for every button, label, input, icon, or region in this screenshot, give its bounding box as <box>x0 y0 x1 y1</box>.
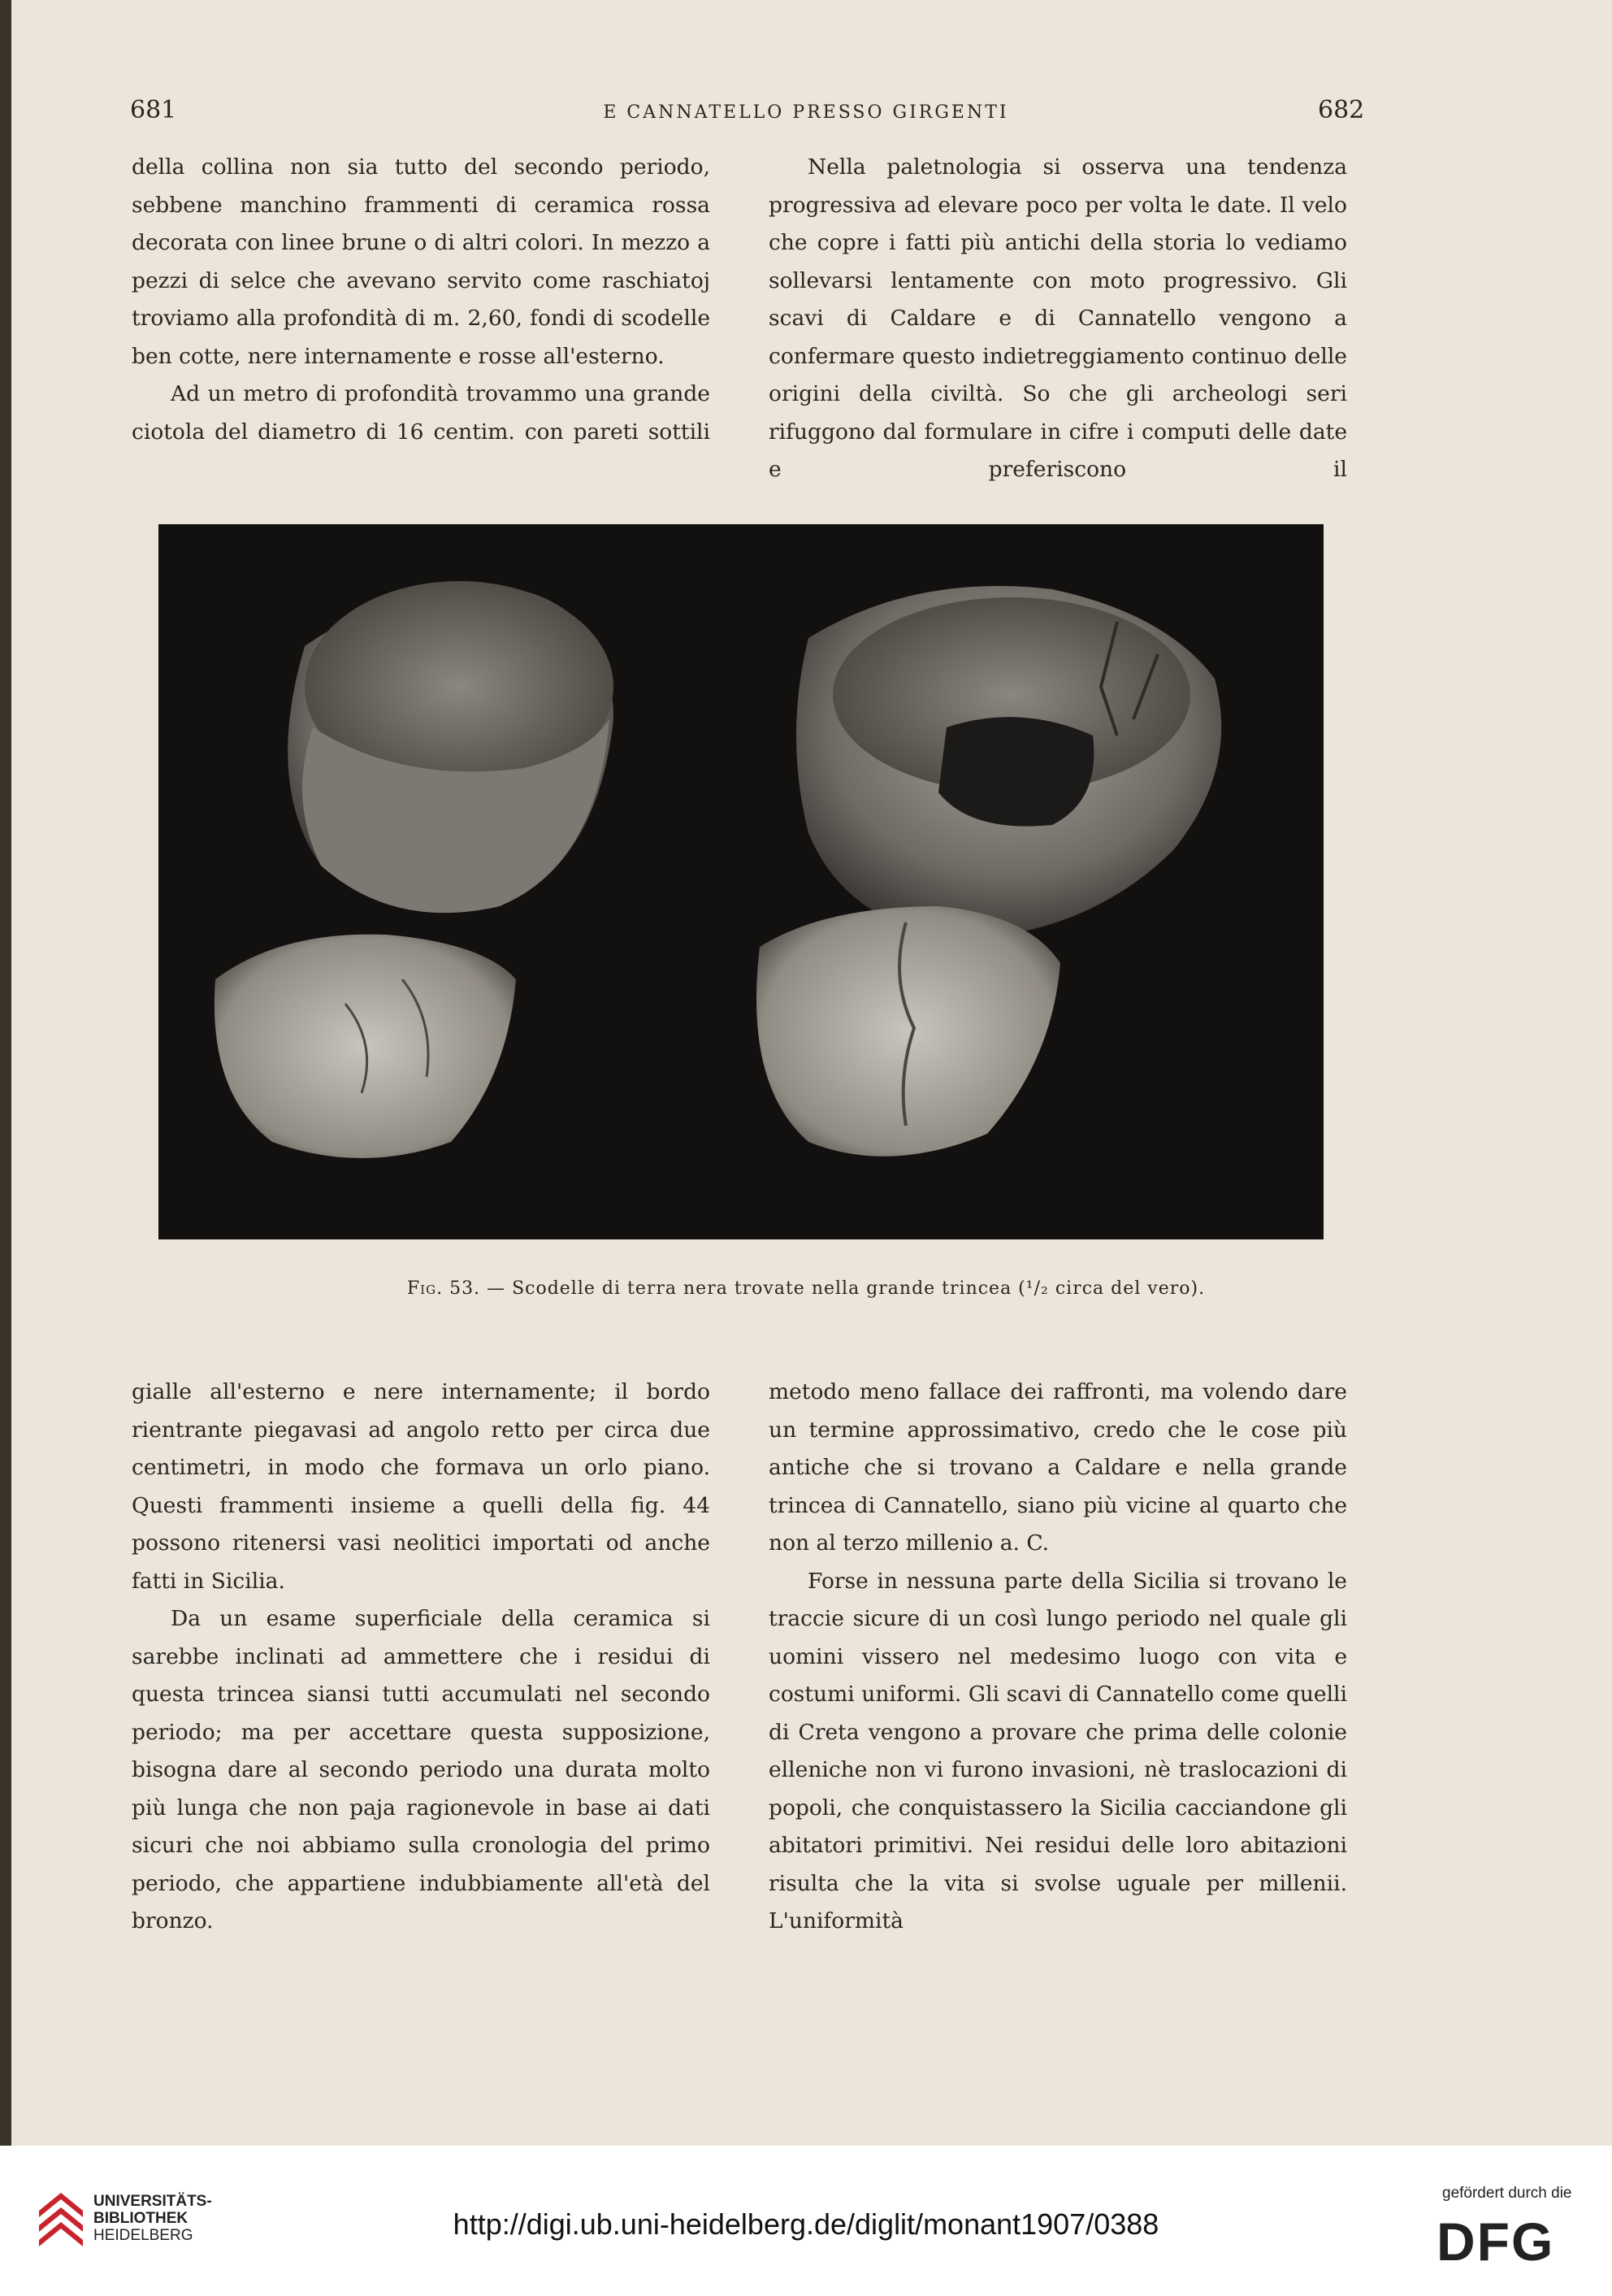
column-top-left <box>132 149 710 451</box>
column-bottom-right <box>769 1374 1347 1941</box>
column-bottom-left <box>132 1374 710 1941</box>
page-edge <box>0 0 11 2146</box>
paragraph: Ad un metro di profondità trovammo una grande ciotola del diametro di 16 centim. con pareti sottili <box>132 381 710 445</box>
library-name-line: BIBLIOTHEK <box>93 2210 188 2227</box>
permalink-url[interactable]: http://digi.ub.uni-heidelberg.de/diglit/monant1907/0388 <box>453 2207 1159 2241</box>
paragraph: della collina non sia tutto del secondo periodo, sebbene manchino frammenti di ceramica rossa decorata con linee brune o di altri colori. In mezzo a pezzi di selce che avevano servito come raschiatoj troviamo alla profondità di m. 2,60, fondi di scodelle ben cotte, nere internamente e rosse all'esterno. <box>132 154 710 369</box>
footer-bar <box>0 2146 1612 2296</box>
paragraph: Da un esame superficiale della ceramica si sarebbe inclinati ad ammettere che i residui di questa trincea siansi tutti accumulati nel secondo periodo; ma per accettare questa supposizione, bisogna dare al secondo periodo una durata molto più lunga che non paja ragionevole in base ai dati sicuri che noi abbiamo sulla cronologia del primo periodo, che appartiene indubbiamente all'età del bronzo. <box>132 1606 710 1934</box>
library-name-line: HEIDELBERG <box>93 2227 193 2244</box>
page-number-right: 682 <box>1318 96 1365 124</box>
caption-text-end: circa del vero). <box>1048 1278 1206 1299</box>
library-name-line: UNIVERSITÄTS- <box>93 2193 212 2210</box>
paragraph: Forse in nessuna parte della Sicilia si trovano le traccie sicure di un così lungo periodo nel quale gli uomini vissero nel medesimo luogo con vita e costumi uniformi. Gli scavi di Cannatello come quelli di Creta vengono a provare che prima delle colonie elleniche non vi furono invasioni, nè traslocazioni di popoli, che conquistassero la Sicilia cacciandone gli abitatori primitivi. Nei residui delle loro abitazioni risulta che la vita si svolse uguale per millenii. L'uniformità <box>769 1568 1347 1934</box>
paragraph: gialle all'esterno e nere internamente; il bordo rientrante piegavasi ad angolo retto per circa due centimetri, in modo che formava un orlo piano. Questi frammenti insieme a quelli della fig. 44 possono ritenersi vasi neolitici importati od anche fatti in Sicilia. <box>132 1379 710 1594</box>
running-header <box>0 96 1612 137</box>
figure-caption <box>0 1278 1612 1299</box>
caption-text: — Scodelle di terra nera trovate nella grande trincea ( <box>480 1278 1026 1299</box>
figure-label: Fig. 53. <box>406 1278 481 1299</box>
page-number-left: 681 <box>130 96 177 124</box>
figure-photo-bowls <box>158 524 1324 1239</box>
running-title: E CANNATELLO PRESSO GIRGENTI <box>603 102 1009 123</box>
caption-fraction: ¹/₂ <box>1025 1278 1049 1299</box>
dfg-logo: DFG <box>1436 2211 1555 2272</box>
funding-note: gefördert durch die <box>1442 2185 1572 2202</box>
bowls-photograph <box>158 524 1324 1239</box>
paragraph: Nella paletnologia si osserva una tendenza progressiva ad elevare poco per volta le date. Il velo che copre i fatti più antichi della storia lo vediamo sollevarsi lentamente con moto progressivo. Gli scavi di Caldare e di Cannatello vengono a confermare questo indietreggiamento continuo delle origini della civiltà. So che gli archeologi seri rifuggono dal formulare in cifre i computi delle date e preferiscono il <box>769 154 1347 482</box>
column-top-right <box>769 149 1347 489</box>
paragraph: metodo meno fallace dei raffronti, ma volendo dare un termine approssimativo, credo che le cose più antiche che si trovano a Caldare e nella grande trincea di Cannatello, siano più vicine al quarto che non al terzo millenio a. C. <box>769 1379 1347 1556</box>
